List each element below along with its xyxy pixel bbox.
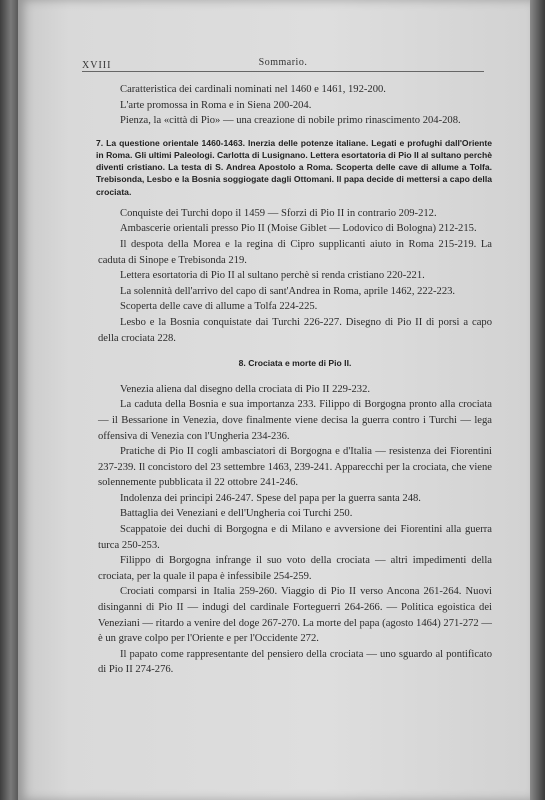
page-edge-shadow [530, 0, 545, 800]
entry-paragraph: Lesbo e la Bosnia conquistate dai Turchi 226-227. Disegno di Pio II di porsi a capo della crociata 228. [98, 316, 492, 344]
section-8-title: 8. Crociata e morte di Pio II. [238, 358, 352, 369]
entry-paragraph: Pienza, la «città di Pio» — una creazione di nobile primo rinascimento 204-208. [120, 115, 461, 127]
entry-paragraph: Filippo di Borgogna infrange il suo voto della crociata — altri impedimenti della crociata, per la quale il papa è infessibile 254-259. [98, 555, 492, 582]
book-binding [0, 0, 18, 800]
section-8-entries [98, 382, 492, 678]
section-7-entries [98, 206, 492, 346]
running-title: Sommario. [258, 57, 308, 68]
section-7-heading: 7. La questione orientale 1460-1463. Inerzia delle potenze italiane. Legati e profughi dall'Oriente in Roma. Gli ultimi Paleologi. Carlotta di Lusignano. Lettera esortatoria di Pio II al sultano perchè diventi cristiano. La testa di S. Andrea Apostolo a Roma. Scoperta delle cave di allume a Tolfa. Trebisonda, Lesbo e la Bosnia soggiogate dagli Ottomani. Il papa decide di mettersi a capo della crociata. [96, 137, 492, 197]
entry-paragraph: Indolenza dei principi 246-247. Spese del papa per la guerra santa 248. [120, 492, 421, 504]
entry-paragraph: Caratteristica dei cardinali nominati nel 1460 e 1461, 192-200. [120, 84, 386, 95]
entry-paragraph: Crociati comparsi in Italia 259-260. Viaggio di Pio II verso Ancona 261-264. Nuovi disinganni di Pio II — indugi del cardinale Forteguerri 264-266. — Politica egoistica dei Veneziani — ritardo a venire del doge 267-270. La morte del papa (agosto 1464) 271-272 — è un grave colpo per l'Oriente e per l'Occidente 272. [98, 586, 492, 645]
entry-paragraph: L'arte promossa in Roma e in Siena 200-204. [120, 99, 312, 111]
entry-paragraph: Scoperta delle cave di allume a Tolfa 224-225. [120, 301, 318, 313]
header-rule [82, 71, 484, 72]
page-number: XVIII [82, 60, 112, 71]
entry-paragraph: Il papato come rappresentante del pensiero della crociata — uno sguardo al pontificato di Pio II 274-276. [98, 648, 492, 676]
entry-paragraph: Il despota della Morea e la regina di Cipro supplicanti aiuto in Roma 215-219. La caduta di Sinope e Trebisonda 219. [98, 238, 492, 266]
entry-paragraph: Scappatoie dei duchi di Borgogna e di Milano e avversione dei Fiorentini alla guerra turca 250-253. [98, 524, 492, 551]
entry-paragraph: La caduta della Bosnia e sua importanza 233. Filippo di Borgogna pronto alla crociata — il Bessarione in Venezia, dove finalmente viene decisa la guerra contro i Turchi — lega offensiva di Venezia con l'Ungheria 234-236. [98, 399, 492, 442]
entry-paragraph: Conquiste dei Turchi dopo il 1459 — Sforzi di Pio II in contrario 209-212. [120, 207, 437, 219]
entry-paragraph: La solennità dell'arrivo del capo di sant'Andrea in Roma, aprile 1462, 222-223. [120, 285, 456, 297]
entry-paragraph: Pratiche di Pio II cogli ambasciatori di Borgogna e d'Italia — resistenza dei Fiorentini 237-239. Il concistoro del 23 settembre 1463, 239-241. Apparecchi per la crociata, che viene solennemente pubblicata il 22 ottobre 241-246. [98, 446, 492, 489]
entry-paragraph: Battaglia dei Veneziani e dell'Ungheria coi Turchi 250. [120, 508, 353, 520]
entry-paragraph: Lettera esortatoria di Pio II al sultano perchè si renda cristiano 220-221. [120, 270, 425, 282]
entry-paragraph: Venezia aliena dal disegno della crociata di Pio II 229-232. [120, 383, 371, 395]
page-body [98, 82, 492, 678]
intro-block [98, 82, 492, 129]
entry-paragraph: Ambascerie orientali presso Pio II (Moise Giblet — Lodovico di Bologna) 212-215. [120, 223, 477, 235]
